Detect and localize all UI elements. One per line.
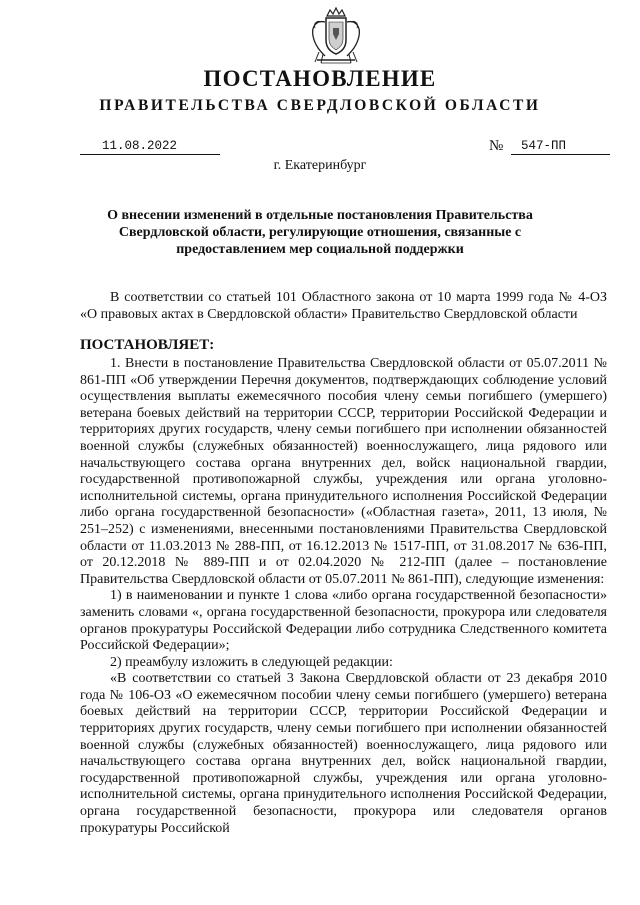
document-number: 547-ПП: [511, 137, 610, 155]
document-date: 11.08.2022: [80, 137, 220, 155]
paragraph-1-2: 2) преамбулу изложить в следующей редакции:: [110, 654, 393, 670]
preamble-paragraph: [80, 290, 607, 323]
main-text: [80, 356, 607, 837]
document-subtitle: ПРАВИТЕЛЬСТВА СВЕРДЛОВСКОЙ ОБЛАСТИ: [99, 97, 541, 114]
preamble-text: В соответствии со статьей 101 Областного закона от 10 марта 1999 года № 4-ОЗ «О правовых актах в Свердловской области» Правительство Свердловской области: [80, 290, 607, 322]
paragraph-quote: «В соответствии со статьей 3 Закона Свердловской области от 23 декабря 2010 года № 106-ОЗ «О ежемесячном пособии члену семьи погибшего (умершего) ветерана боевых действий на территории СССР, территории Российской Федерации и территориях других государств, члену семьи погибшего при исполнении обязанностей военной службы (служебных обязанностей) военнослужащего, лица рядового или начальствующего состава органа внутренних дел, войск национальной гвардии, государственной противопожарной службы, учреждения или органа уголовно-исполнительной системы, органа принудительного исполнения Российской Федерации, органа государственной безопасности, прокурора или следователя органов прокуратуры Российской: [80, 671, 607, 836]
city-name: г. Екатеринбург: [273, 158, 367, 173]
document-title: ПОСТАНОВЛЕНИЕ: [203, 66, 437, 91]
decree-word: ПОСТАНОВЛЯЕТ:: [80, 337, 215, 353]
number-sign: №: [489, 138, 504, 154]
paragraph-1-1: 1) в наименовании и пункте 1 слова «либо органа государственной безопасности» заменить словами «, органа государственной безопасности, прокурора или следователя органов прокуратуры Российской Федерации либо сотрудника Следственного комитета Российской Федерации»;: [80, 588, 607, 654]
document-heading: О внесении изменений в отдельные постановления Правительства Свердловской области, регулирующие отношения, связанные с предоставлением мер социальной поддержки: [107, 208, 533, 257]
coat-of-arms-emblem: [303, 6, 369, 66]
paragraph-1: 1. Внести в постановление Правительства Свердловской области от 05.07.2011 № 861-ПП «Об утверждении Перечня документов, подтверждающих соблюдение условий осуществления выплаты ежемесячного пособия члену семьи погибшего (умершего) ветерана боевых действий на территории СССР, территории Российской Федерации и территориях других государств, члену семьи погибшего при исполнении обязанностей военной службы (служебных обязанностей) военнослужащего, лица рядового или начальствующего состава органа внутренних дел, войск национальной гвардии, государственной противопожарной службы, учреждения или органа уголовно-исполнительной системы, органа принудительного исполнения Российской Федерации либо органа государственной безопасности» («Областная газета», 2011, 13 июля, № 251–252) с изменениями, внесенными постановлениями Правительства Свердловской области от 11.03.2013 № 288-ПП, от 16.12.2013 № 1517-ПП, от 31.08.2017 № 636-ПП, от 20.12.2018 № 889-ПП и от 02.04.2020 № 212-ПП (далее – постановление Правительства Свердловской области от 05.07.2011 № 861-ПП), следующие изменения:: [80, 356, 607, 587]
